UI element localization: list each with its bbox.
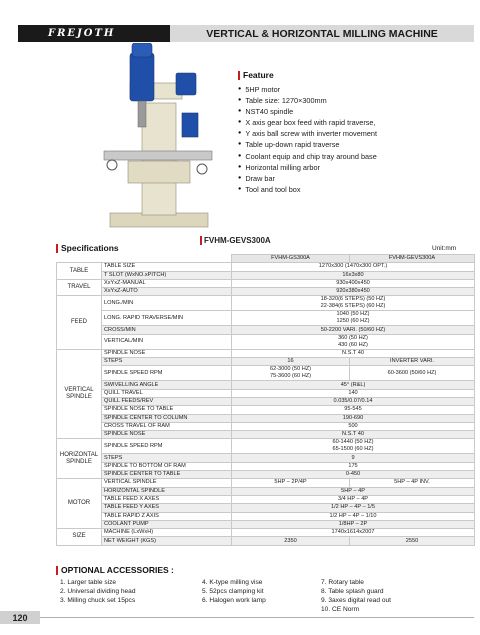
row-value: 0.035/0.07/0.14 bbox=[232, 397, 475, 405]
table-row bbox=[57, 487, 475, 495]
row-label: VERTICAL/MIN bbox=[102, 334, 232, 349]
machine-motor bbox=[132, 43, 152, 57]
feature-item: ● Draw bar bbox=[238, 173, 473, 184]
value-line: 22-384(6 STEPS) (60 HZ) bbox=[320, 303, 386, 310]
row-value: 16 bbox=[232, 358, 350, 366]
table-row bbox=[57, 462, 475, 470]
feature-list bbox=[238, 84, 473, 195]
row-value: 2550 bbox=[350, 537, 475, 545]
row-value: 140 bbox=[232, 389, 475, 397]
brand-logo: FREJOTH bbox=[18, 25, 170, 42]
row-value: 2350 bbox=[232, 537, 350, 545]
milling-machine-image bbox=[100, 43, 218, 233]
row-value bbox=[232, 366, 350, 381]
row-value: 5HP – 2P/4P bbox=[232, 479, 350, 487]
row-value: 60-3600 (50/60 HZ) bbox=[350, 366, 475, 381]
value-line: 65-1500 (60 HZ) bbox=[332, 446, 374, 453]
table-row bbox=[57, 366, 475, 381]
optional-accessories-heading bbox=[56, 565, 174, 575]
feature-item: ● Coolant equip and chip tray around base bbox=[238, 151, 473, 162]
row-label: STEPS bbox=[102, 454, 232, 462]
table-row bbox=[57, 406, 475, 414]
table-row bbox=[57, 520, 475, 528]
unit-label: Unit:mm bbox=[432, 245, 457, 252]
row-label: SPINDLE NOSE bbox=[102, 349, 232, 357]
accessory-column bbox=[321, 578, 471, 614]
row-value bbox=[232, 311, 475, 326]
accessory-item: 7. Rotary table bbox=[321, 579, 364, 586]
feature-item: ● X axis gear box feed with rapid traverse, bbox=[238, 117, 473, 128]
value-line: 1040 (50 HZ) bbox=[336, 311, 370, 318]
table-row bbox=[57, 479, 475, 487]
row-value bbox=[232, 439, 475, 454]
row-label: TABLE RAPID Z AXIS bbox=[102, 512, 232, 520]
group-label: TABLE bbox=[57, 263, 102, 280]
machine-handwheel-2 bbox=[197, 164, 207, 174]
accessory-item: 8. Table splash guard bbox=[321, 588, 384, 595]
feature-item: ● Horizontal milling arbor bbox=[238, 162, 473, 173]
value-line: 430 (60 HZ) bbox=[338, 341, 368, 348]
row-value: 1/2 HP – 4P – 1/5 bbox=[232, 504, 475, 512]
feature-heading-text: Feature bbox=[243, 70, 274, 80]
row-label: TABLE SIZE bbox=[102, 263, 232, 271]
accent-mark bbox=[200, 236, 202, 245]
header-model-1: FVHM-GS300A bbox=[232, 255, 350, 263]
table-row bbox=[57, 349, 475, 357]
row-label: XxYxZ-MANUAL bbox=[102, 279, 232, 287]
row-label: CROSS/MIN bbox=[102, 326, 232, 334]
machine-side-motor bbox=[176, 73, 196, 95]
optional-accessories-heading-text: OPTIONAL ACCESSORIES : bbox=[61, 565, 174, 575]
feature-item: ● NST40 spindle bbox=[238, 106, 473, 117]
row-value: 1/8HP – 2P bbox=[232, 520, 475, 528]
group-label: FEED bbox=[57, 296, 102, 349]
table-row bbox=[57, 271, 475, 279]
group-label: SIZE bbox=[57, 529, 102, 546]
value-line: 62-3000 (50 HZ) bbox=[269, 366, 312, 373]
spec-table bbox=[56, 254, 475, 546]
machine-knee bbox=[128, 161, 190, 183]
specifications-heading bbox=[56, 243, 119, 253]
feature-item: ● Table up-down rapid traverse bbox=[238, 139, 473, 150]
accessory-item: 10. CE Norm bbox=[321, 606, 360, 613]
row-label: STEPS bbox=[102, 358, 232, 366]
value-line: 60-1440 (50 HZ) bbox=[332, 439, 374, 446]
machine-head bbox=[130, 53, 154, 101]
row-label: SPINDLE CENTER TO TABLE bbox=[102, 471, 232, 479]
page-number: 120 bbox=[0, 611, 40, 624]
row-label: QUILL FEEDS/REV bbox=[102, 397, 232, 405]
row-label: T SLOT (WxNO.xPITCH) bbox=[102, 271, 232, 279]
header-blank bbox=[102, 255, 232, 263]
accessory-column bbox=[202, 578, 321, 614]
row-value: 1270x300 (1470x300 OPT.) bbox=[232, 263, 475, 271]
specifications-heading-text: Specifications bbox=[61, 243, 119, 253]
row-label: SWIVELLING ANGLE bbox=[102, 381, 232, 389]
machine-control-box bbox=[182, 113, 198, 137]
accessory-column bbox=[60, 578, 202, 614]
row-label: SPINDLE SPEED RPM bbox=[102, 366, 232, 381]
row-value: 500 bbox=[232, 422, 475, 430]
table-row bbox=[57, 397, 475, 405]
row-value: 175 bbox=[232, 462, 475, 470]
table-row bbox=[57, 537, 475, 545]
optional-accessories-list bbox=[60, 578, 474, 614]
row-value: 3/4 HP – 4P bbox=[232, 495, 475, 503]
table-row bbox=[57, 431, 475, 439]
value-line: 360 (50 HZ) bbox=[338, 334, 368, 341]
feature-section bbox=[238, 70, 473, 195]
row-label: CROSS TRAVEL OF RAM bbox=[102, 422, 232, 430]
table-row bbox=[57, 263, 475, 271]
accent-mark bbox=[56, 244, 58, 253]
row-value: 930x400x450 bbox=[232, 279, 475, 287]
row-label: NET WEIGHT (KGS) bbox=[102, 537, 232, 545]
row-label: COOLANT PUMP bbox=[102, 520, 232, 528]
machine-table bbox=[104, 151, 212, 160]
accent-mark bbox=[56, 566, 58, 575]
row-value: 45° (R&L) bbox=[232, 381, 475, 389]
table-row bbox=[57, 504, 475, 512]
accessory-item: 2. Universal dividing head bbox=[60, 588, 136, 595]
row-value: 95-545 bbox=[232, 406, 475, 414]
row-label: LONG. RAPID TRAVERSE/MIN bbox=[102, 311, 232, 326]
group-label: MOTOR bbox=[57, 479, 102, 529]
value-line: 18-320(6 STEPS) (50 HZ) bbox=[320, 296, 386, 303]
feature-item: ● 5HP motor bbox=[238, 84, 473, 95]
table-row bbox=[57, 471, 475, 479]
model-name: FVHM-GEVS300A bbox=[204, 236, 271, 245]
value-line: 75-3600 (60 HZ) bbox=[269, 373, 312, 380]
footer-divider bbox=[40, 617, 474, 618]
row-value: 1/2 HP – 4P – 1/10 bbox=[232, 512, 475, 520]
row-value: 190-690 bbox=[232, 414, 475, 422]
accessory-item: 6. Halogen work lamp bbox=[202, 597, 266, 604]
row-label: SPINDLE CENTER TO COLUMN bbox=[102, 414, 232, 422]
row-value: N.S.T 40 bbox=[232, 349, 475, 357]
row-value bbox=[232, 296, 475, 311]
value-line: 1250 (60 HZ) bbox=[336, 318, 370, 325]
table-row bbox=[57, 296, 475, 311]
table-row bbox=[57, 358, 475, 366]
table-row bbox=[57, 439, 475, 454]
row-label: TABLE FEED Y AXES bbox=[102, 504, 232, 512]
feature-item: ● Y axis ball screw with inverter movement bbox=[238, 128, 473, 139]
header-blank bbox=[57, 255, 102, 263]
group-label: HORIZONTAL SPINDLE bbox=[57, 439, 102, 479]
row-value: INVERTER VARI. bbox=[350, 358, 475, 366]
header-model-2: FVHM-GEVS300A bbox=[350, 255, 475, 263]
table-row bbox=[57, 334, 475, 349]
table-row bbox=[57, 279, 475, 287]
row-label: SPINDLE NOSE bbox=[102, 431, 232, 439]
row-value: 5HP – 4P INV. bbox=[350, 479, 475, 487]
page-title: VERTICAL & HORIZONTAL MILLING MACHINE bbox=[170, 25, 474, 42]
table-row bbox=[57, 495, 475, 503]
group-label: TRAVEL bbox=[57, 279, 102, 296]
table-row bbox=[57, 454, 475, 462]
row-value: 0-450 bbox=[232, 471, 475, 479]
table-row bbox=[57, 326, 475, 334]
accessory-item: 1. Larger table size bbox=[60, 579, 117, 586]
table-row bbox=[57, 414, 475, 422]
table-row bbox=[57, 422, 475, 430]
feature-heading bbox=[238, 70, 473, 80]
row-label: QUILL TRAVEL bbox=[102, 389, 232, 397]
row-value: 16x3x80 bbox=[232, 271, 475, 279]
table-row bbox=[57, 512, 475, 520]
feature-item: ● Tool and tool box bbox=[238, 184, 473, 195]
table-row bbox=[57, 381, 475, 389]
table-row bbox=[57, 389, 475, 397]
table-row bbox=[57, 529, 475, 537]
row-value: 1740x1614x2007 bbox=[232, 529, 475, 537]
row-value: 9 bbox=[232, 454, 475, 462]
accessory-item: 9. 3axes digital read out bbox=[321, 597, 392, 604]
table-header-row bbox=[57, 255, 475, 263]
row-label: MACHINE (LxWxH) bbox=[102, 529, 232, 537]
header bbox=[18, 25, 474, 42]
row-value: 5HP – 4P bbox=[232, 487, 475, 495]
accessory-item: 4. K-type milling vise bbox=[202, 579, 263, 586]
row-value: 50-2200 VARI. (50/60 HZ) bbox=[232, 326, 475, 334]
row-label: HORIZONTAL SPINDLE bbox=[102, 487, 232, 495]
row-value: 920x380x450 bbox=[232, 288, 475, 296]
row-label: VERTICAL SPINDLE bbox=[102, 479, 232, 487]
model-label bbox=[200, 236, 271, 245]
row-label: LONG./MIN bbox=[102, 296, 232, 311]
group-label: VERTICAL SPINDLE bbox=[57, 349, 102, 439]
accessory-item: 5. 52pcs clamping kit bbox=[202, 588, 264, 595]
row-label: XxYxZ-AUTO bbox=[102, 288, 232, 296]
row-label: SPINDLE NOSE TO TABLE bbox=[102, 406, 232, 414]
machine-handwheel bbox=[107, 160, 117, 170]
row-label: TABLE FEED X AXES bbox=[102, 495, 232, 503]
machine-spindle bbox=[138, 101, 146, 127]
row-value: N.S.T 40 bbox=[232, 431, 475, 439]
row-label: SPINDLE TO BOTTOM OF RAM bbox=[102, 462, 232, 470]
accent-mark bbox=[238, 71, 240, 80]
row-value bbox=[232, 334, 475, 349]
feature-item: ● Table size: 1270×300mm bbox=[238, 95, 473, 106]
table-row bbox=[57, 288, 475, 296]
accessory-item: 3. Milling chuck set 15pcs bbox=[60, 597, 136, 604]
row-label: SPINDLE SPEED RPM bbox=[102, 439, 232, 454]
table-row bbox=[57, 311, 475, 326]
